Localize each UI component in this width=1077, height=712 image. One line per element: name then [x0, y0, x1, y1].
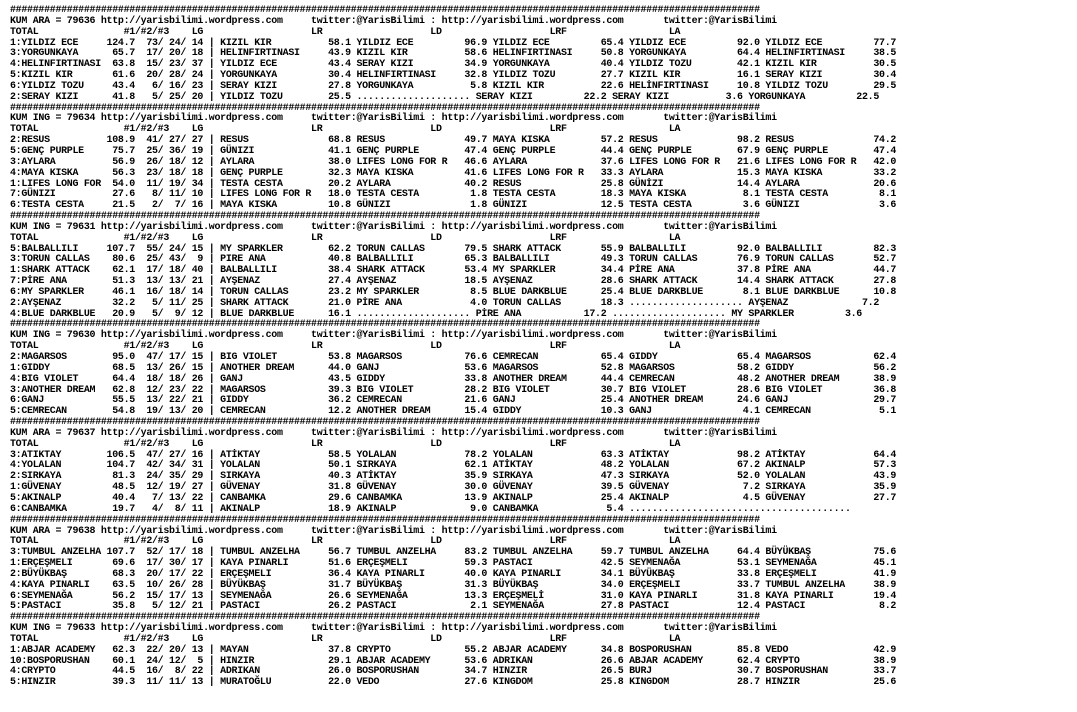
data-row: 6:MY SPARKLER 46.1 16/ 18/ 14 | TORUN CALLAS 23.2 MY SPARKLER 8.5 BLUE DARKBLUE 25.4 BLUE DARKBLUE 8.1 BLUE DARKBLUE 10.8	[10, 286, 897, 298]
data-row: 6:CANBAMKA 19.7 4/ 8/ 11 | AKINALP 18.9 AKINALP 9.0 CANBAMKA 5.4 .......................................	[10, 503, 851, 515]
data-row: 4:KAYA PINARLI 63.5 10/ 26/ 28 | BÜYÜKBAŞ 31.7 BÜYÜKBAŞ 31.3 BÜYÜKBAŞ 34.0 ERÇEŞMELI 33.7 TUMBUL ANZELHA 38.9	[10, 579, 897, 591]
data-row: 5:BALBALLILI 107.7 55/ 24/ 15 | MY SPARKLER 62.2 TORUN CALLAS 79.5 SHARK ATTACK 55.9 BALBALLILI 92.0 BALBALLILI 82.3	[10, 243, 897, 255]
race-header-line: KUM ING = 79633 http://yarisbilimi.wordpress.com twitter:@YarisBilimi : http://yarisbilimi.wordpress.com twitter:@YarisBilimi	[10, 623, 777, 635]
column-header-line: TOTAL #1/#2/#3 LG LR LD LRF LA	[10, 26, 681, 38]
data-row: 6:TESTA CESTA 21.5 2/ 7/ 16 | MAYA KISKA 10.8 GÜNIZI 1.8 GÜNIZI 12.5 TESTA CESTA 3.6 GÜNIZI 3.6	[10, 200, 897, 212]
race-header-line: KUM ARA = 79636 http://yarisbilimi.wordpress.com twitter:@YarisBilimi : http://yarisbilimi.wordpress.com twitter:@YarisBilimi	[10, 15, 777, 27]
column-header-line: TOTAL #1/#2/#3 LG LR LD LRF LA	[10, 232, 681, 244]
separator-line: ####################################################################################################################################	[10, 211, 760, 223]
data-row: 4:BIG VIOLET 64.4 18/ 18/ 26 | GANJ 43.5 GIDDY 33.8 ANOTHER DREAM 44.4 CEMRECAN 48.2 ANOTHER DREAM 38.9	[10, 373, 897, 385]
data-row: 7:PİRE ANA 51.3 13/ 13/ 21 | AYŞENAZ 27.4 AYŞENAZ 18.5 AYŞENAZ 28.6 SHARK ATTACK 14.4 SHARK ATTACK 27.8	[10, 276, 897, 288]
data-row: 2:SERAY KIZI 41.8 5/ 25/ 20 | YILDIZ TOZU 25.5 .................... SERAY KIZI 22.2 SERAY KIZI 3.6 YORGUNKAYA 22.5	[10, 91, 880, 103]
column-header-line: TOTAL #1/#2/#3 LG LR LD LRF LA	[10, 124, 681, 136]
race-header-line: KUM ING = 79634 http://yarisbilimi.wordpress.com twitter:@YarisBilimi : http://yarisbilimi.wordpress.com twitter:@YarisBilimi	[10, 113, 777, 125]
data-row: 5:PASTACI 35.8 5/ 12/ 21 | PASTACI 26.2 PASTACI 2.1 SEYMENAĞA 27.8 PASTACI 12.4 PASTACI 8.2	[10, 601, 897, 613]
separator-line: ####################################################################################################################################	[10, 417, 760, 429]
race-header-line: KUM ING = 79631 http://yarisbilimi.wordpress.com twitter:@YarisBilimi : http://yarisbilimi.wordpress.com twitter:@YarisBilimi	[10, 221, 777, 233]
data-row: 4:CRYPTO 44.5 16/ 8/ 22 | ADRIKAN 26.0 BOSPORUSHAN 34.7 HINZIR 26.5 BURJ 30.7 BOSPORUSHAN 33.7	[10, 666, 897, 678]
data-row: 1:SHARK ATTACK 62.1 17/ 18/ 40 | BALBALLILI 38.4 SHARK ATTACK 53.4 MY SPARKLER 34.4 PİRE ANA 37.8 PİRE ANA 44.7	[10, 265, 897, 277]
column-header-line: TOTAL #1/#2/#3 LG LR LD LRF LA	[10, 633, 681, 645]
data-row: 1:ERÇEŞMELI 69.6 17/ 30/ 17 | KAYA PINARLI 51.6 ERÇEŞMELI 59.3 PASTACI 42.5 SEYMENAĞA 53.1 SEYMENAĞA 45.1	[10, 558, 897, 570]
separator-line: ####################################################################################################################################	[10, 514, 760, 526]
column-header-line: TOTAL #1/#2/#3 LG LR LD LRF LA	[10, 536, 681, 548]
data-row: 1:GIDDY 68.5 13/ 26/ 15 | ANOTHER DREAM 44.0 GANJ 53.6 MAGARSOS 52.8 MAGARSOS 58.2 GIDDY 56.2	[10, 362, 897, 374]
data-row: 2:AYŞENAZ 32.2 5/ 11/ 25 | SHARK ATTACK 21.0 PİRE ANA 4.0 TORUN CALLAS 18.3 .................... AYŞENAZ 7.2	[10, 297, 880, 309]
data-row: 2:MAGARSOS 95.0 47/ 17/ 15 | BIG VIOLET 53.8 MAGARSOS 76.6 CEMRECAN 65.4 GIDDY 65.4 MAGARSOS 62.4	[10, 352, 897, 363]
data-row: 7:GÜNIZI 27.6 8/ 11/ 10 | LIFES LONG FOR R 18.0 TESTA CESTA 1.8 TESTA CESTA 18.3 MAYA KISKA 8.1 TESTA CESTA 8.1	[10, 189, 897, 201]
data-row: 1:GÜVENAY 48.5 12/ 19/ 27 | GÜVENAY 31.8 GÜVENAY 30.0 GÜVENAY 39.5 GÜVENAY 7.2 SIRKAYA 35.9	[10, 482, 897, 494]
data-row: 4:YOLALAN 104.7 42/ 34/ 31 | YOLALAN 50.1 SIRKAYA 62.1 ATİKTAY 48.2 YOLALAN 67.2 AKINALP 57.3	[10, 460, 897, 472]
data-row: 5:KIZIL KIR 61.6 20/ 28/ 24 | YORGUNKAYA 30.4 HELINFIRTINASI 32.8 YILDIZ TOZU 27.7 KIZIL KIR 16.1 SERAY KIZI 30.4	[10, 70, 897, 82]
data-row: 5:GENÇ PURPLE 75.7 25/ 36/ 19 | GÜNIZI 41.1 GENÇ PURPLE 47.4 GENÇ PURPLE 44.4 GENÇ PURPLE 67.9 GENÇ PURPLE 47.4	[10, 145, 897, 157]
data-row: 5:HINZIR 39.3 11/ 11/ 13 | MURATOĞLU 22.0 VEDO 27.6 KINGDOM 25.8 KINGDOM 28.7 HINZIR 25.6	[10, 677, 897, 689]
data-row: 3:AYLARA 56.9 26/ 18/ 12 | AYLARA 38.0 LIFES LONG FOR R 46.6 AYLARA 37.6 LIFES LONG FOR R 21.6 LIFES LONG FOR R 42.0	[10, 156, 897, 168]
data-row: 6:GANJ 55.5 13/ 22/ 21 | GIDDY 36.2 CEMRECAN 21.6 GANJ 25.4 ANOTHER DREAM 24.6 GANJ 29.7	[10, 395, 897, 407]
data-row: 1:LIFES LONG FOR 54.0 11/ 19/ 34 | TESTA CESTA 20.2 AYLARA 40.2 RESUS 25.8 GÜNİZI 14.4 AYLARA 20.6	[10, 178, 897, 190]
data-row: 6:YILDIZ TOZU 43.4 6/ 16/ 23 | SERAY KIZI 27.8 YORGUNKAYA 5.8 KIZIL KIR 22.6 HELİNFIRTINASI 10.8 YILDIZ TOZU 29.5	[10, 80, 897, 92]
column-header-line: TOTAL #1/#2/#3 LG LR LD LRF LA	[10, 438, 681, 450]
data-row: 3:ANOTHER DREAM 62.8 12/ 23/ 22 | MAGARSOS 39.3 BIG VIOLET 28.2 BIG VIOLET 30.7 BIG VIOLET 28.6 BIG VIOLET 36.8	[10, 384, 897, 396]
data-row: 6:SEYMENAĞA 56.2 15/ 17/ 13 | SEYMENAĞA 26.6 SEYMENAĞA 13.3 ERÇEŞMELİ 31.0 KAYA PINARLI 31.8 KAYA PINARLI 19.4	[10, 590, 897, 602]
data-row: 4:MAYA KISKA 56.3 23/ 18/ 18 | GENÇ PURPLE 32.3 MAYA KISKA 41.6 LIFES LONG FOR R 33.3 AYLARA 15.3 MAYA KISKA 33.2	[10, 167, 897, 179]
column-header-line: TOTAL #1/#2/#3 LG LR LD LRF LA	[10, 341, 681, 353]
data-row: 3:YORGUNKAYA 65.7 17/ 20/ 18 | HELINFIRTINASI 43.9 KIZIL KIR 58.6 HELINFIRTINASI 50.8 YORGUNKAYA 64.4 HELINFIRTINASI 38.5	[10, 48, 897, 60]
race-header-line: KUM ING = 79630 http://yarisbilimi.wordpress.com twitter:@YarisBilimi : http://yarisbilimi.wordpress.com twitter:@YarisBilimi	[10, 330, 777, 342]
data-row: 2:SIRKAYA 81.3 24/ 35/ 29 | SIRKAYA 40.3 ATİKTAY 35.9 SIRKAYA 47.3 SIRKAYA 52.0 YOLALAN 43.9	[10, 471, 897, 483]
data-row: 5:CEMRECAN 54.8 19/ 13/ 20 | CEMRECAN 12.2 ANOTHER DREAM 15.4 GIDDY 10.3 GANJ 4.1 CEMRECAN 5.1	[10, 406, 897, 418]
data-row: 5:AKINALP 40.4 7/ 13/ 22 | CANBAMKA 29.6 CANBAMKA 13.9 AKINALP 25.4 AKINALP 4.5 GÜVENAY 27.7	[10, 492, 897, 504]
data-row: 3:TUMBUL ANZELHA 107.7 52/ 17/ 18 | TUMBUL ANZELHA 56.7 TUMBUL ANZELHA 83.2 TUMBUL ANZELHA 59.7 TUMBUL ANZELHA 64.4 BÜYÜKBAŞ 75.6	[10, 547, 897, 559]
data-row: 10:BOSPORUSHAN 60.1 24/ 12/ 5 | HINZIR 29.1 ABJAR ACADEMY 53.6 ADRIKAN 26.6 ABJAR ACADEMY 62.4 CRYPTO 38.9	[10, 655, 897, 667]
race-header-line: KUM ARA = 79637 http://yarisbilimi.wordpress.com twitter:@YarisBilimi : http://yarisbilimi.wordpress.com twitter:@YarisBilimi	[10, 427, 777, 439]
race-header-line: KUM ARA = 79638 http://yarisbilimi.wordpress.com twitter:@YarisBilimi : http://yarisbilimi.wordpress.com twitter:@YarisBilimi	[10, 525, 777, 537]
data-row: 3:TORUN CALLAS 80.6 25/ 43/ 9 | PIRE ANA 40.8 BALBALLILI 65.3 BALBALLILI 49.3 TORUN CALLAS 76.9 TORUN CALLAS 52.7	[10, 254, 897, 266]
data-row: 2:BÜYÜKBAŞ 68.3 20/ 17/ 22 | ERÇEŞMELI 36.4 KAYA PINARLI 40.0 KAYA PINARLI 34.1 BÜYÜKBAŞ 33.8 ERÇEŞMELI 41.9	[10, 568, 897, 580]
separator-line: ####################################################################################################################################	[10, 612, 760, 624]
separator-line: ####################################################################################################################################	[10, 102, 760, 114]
data-row: 1:YILDIZ ECE 124.7 73/ 24/ 14 | KIZIL KIR 58.1 YILDIZ ECE 96.9 YILDIZ ECE 65.4 YILDIZ ECE 92.0 YILDIZ ECE 77.7	[10, 37, 897, 49]
separator-line: ####################################################################################################################################	[10, 5, 760, 16]
separator-line: ####################################################################################################################################	[10, 319, 760, 331]
data-row: 4:BLUE DARKBLUE 20.9 5/ 9/ 12 | BLUE DARKBLUE 16.1 .................... PİRE ANA 17.2 .................... MY SPARKLER 3.6	[10, 308, 862, 320]
data-row: 2:RESUS 108.9 41/ 27/ 27 | RESUS 68.8 RESUS 49.7 MAYA KISKA 57.2 RESUS 98.2 RESUS 74.2	[10, 135, 897, 147]
data-row: 4:HELINFIRTINASI 63.8 15/ 23/ 37 | YILDIZ ECE 43.4 SERAY KIZI 34.9 YORGUNKAYA 40.4 YILDIZ TOZU 42.1 KIZIL KIR 30.5	[10, 59, 897, 71]
data-row: 1:ABJAR ACADEMY 62.3 22/ 20/ 13 | MAYAN 37.8 CRYPTO 55.2 ABJAR ACADEMY 34.8 BOSPORUSHAN 85.8 VEDO 42.9	[10, 644, 897, 656]
data-row: 3:ATIKTAY 106.5 47/ 27/ 16 | ATİKTAY 58.5 YOLALAN 78.2 YOLALAN 63.3 ATİKTAY 98.2 ATİKTAY 64.4	[10, 449, 897, 461]
